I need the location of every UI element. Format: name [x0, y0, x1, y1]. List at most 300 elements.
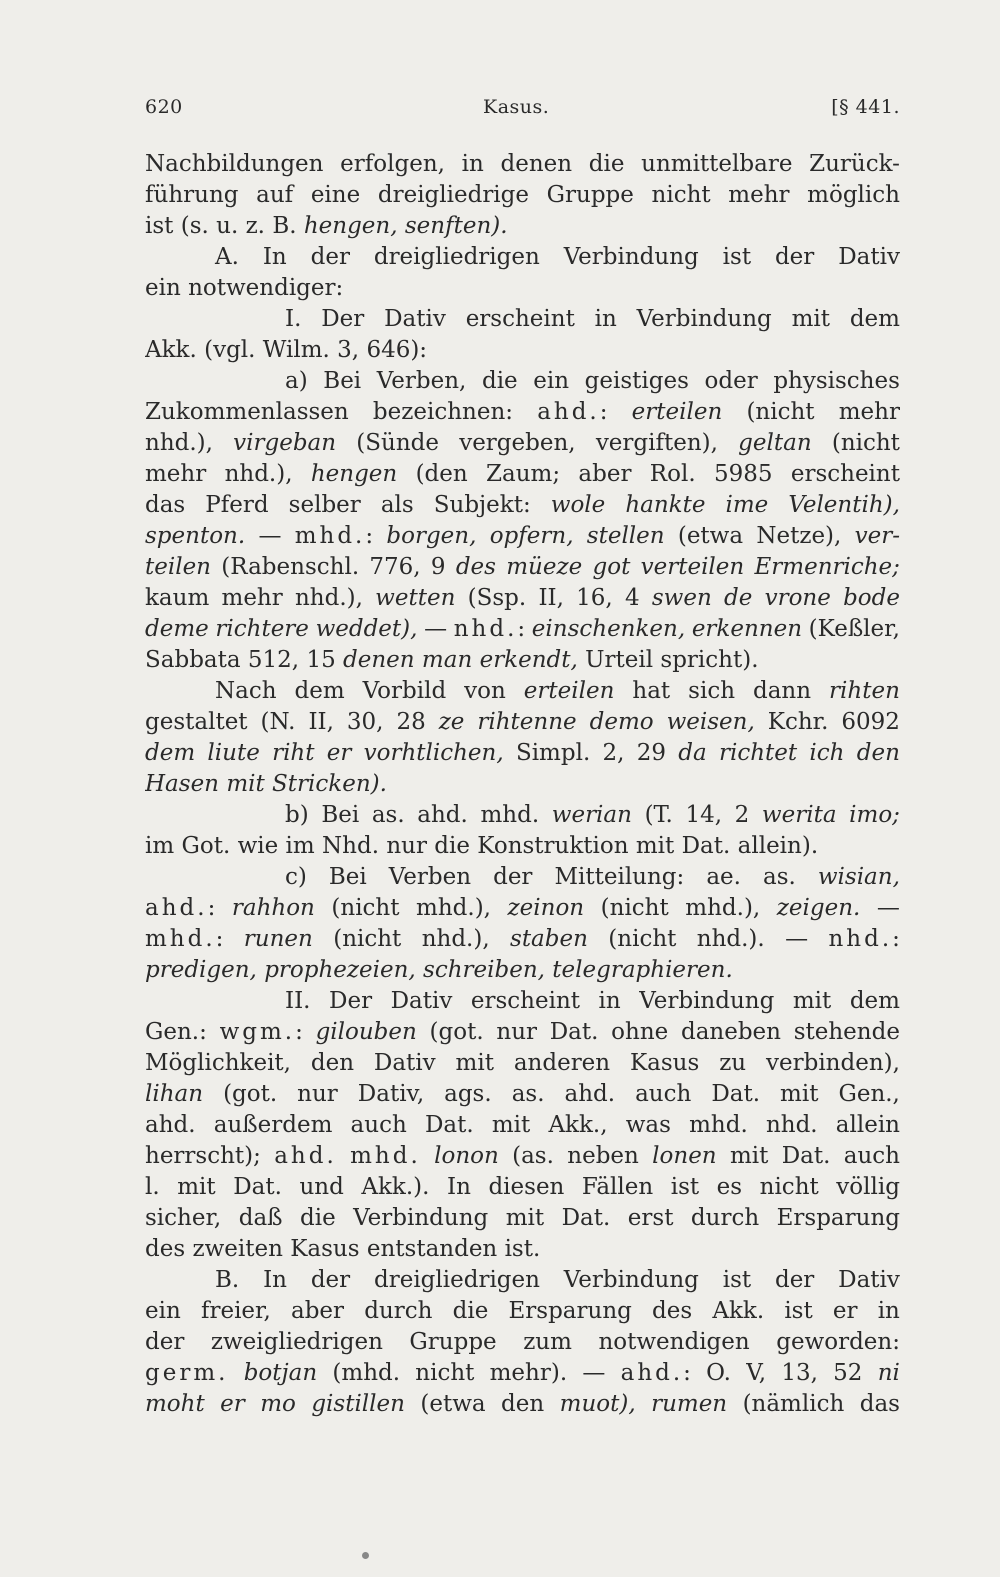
word: mit	[792, 988, 832, 1014]
word: gistillen	[311, 1391, 405, 1417]
word: von	[464, 678, 506, 704]
word: 29	[636, 740, 667, 766]
word: neben	[567, 1143, 639, 1169]
text-line	[145, 459, 900, 490]
word: es	[716, 1174, 743, 1200]
word: ich	[809, 740, 845, 766]
word: (N.	[260, 709, 296, 735]
word: in	[877, 1298, 900, 1324]
word: (nämlich	[742, 1391, 845, 1417]
word: mhd.),	[685, 895, 761, 921]
word: 14,	[685, 802, 723, 828]
word: 9	[430, 554, 446, 580]
word: notwendiger:	[188, 275, 344, 301]
word: mhd.:	[294, 523, 374, 549]
word: den	[310, 1050, 355, 1076]
word: aber	[578, 461, 632, 487]
text-line	[145, 1389, 900, 1420]
word: dreigliedrige	[377, 182, 529, 208]
word: (den	[415, 461, 468, 487]
word: erscheint	[470, 988, 581, 1014]
word: das	[145, 492, 186, 518]
word: die	[588, 151, 625, 177]
word: 30,	[346, 709, 384, 735]
word: 15	[306, 647, 336, 673]
word: 6092	[841, 709, 900, 735]
word: nhd.),	[294, 585, 363, 611]
word: wie	[237, 833, 279, 859]
word: der	[774, 1267, 815, 1293]
word: vorhtlichen,	[363, 740, 504, 766]
word: Nachbildungen	[145, 151, 324, 177]
word: B.	[215, 1267, 240, 1293]
word: nhd.:	[453, 616, 526, 642]
word: 776,	[369, 554, 421, 580]
word: erscheint	[465, 306, 575, 332]
word: mehr	[838, 399, 900, 425]
word: wgm.:	[219, 1019, 303, 1045]
word: Gen.:	[145, 1019, 207, 1045]
word: Dat.	[561, 1205, 611, 1231]
word: I.	[285, 306, 302, 332]
word: richtere	[215, 616, 309, 642]
word: Pferd	[205, 492, 269, 518]
word: moht	[145, 1391, 205, 1417]
word: ime	[725, 492, 769, 518]
body-text	[145, 149, 900, 1420]
text-line	[145, 1327, 900, 1358]
word: Verbindung	[563, 1267, 699, 1293]
word: nhd.).	[696, 926, 765, 952]
word: Fällen	[581, 1174, 654, 1200]
word: (Ssp.	[467, 585, 527, 611]
word: Verbindung	[353, 1205, 489, 1231]
word: b)	[285, 802, 309, 828]
word: wisian,	[817, 864, 900, 890]
word: bezeichnen:	[372, 399, 514, 425]
word: prophezeien,	[264, 957, 416, 983]
word: (T.	[644, 802, 673, 828]
word: c)	[285, 864, 307, 890]
text-line	[145, 645, 900, 676]
word: geltan	[738, 430, 812, 456]
word: (Keßler,	[808, 616, 900, 642]
word: runen	[243, 926, 313, 952]
word: (got.	[223, 1081, 278, 1107]
word: im	[285, 833, 315, 859]
word: (nicht	[746, 399, 815, 425]
word: (etwa	[420, 1391, 486, 1417]
word: bode	[843, 585, 900, 611]
word: möglich	[807, 182, 900, 208]
word: denen	[500, 151, 573, 177]
word: das	[859, 1391, 900, 1417]
word: 3,	[337, 337, 360, 363]
word: ist.	[504, 1236, 541, 1262]
word: mit	[177, 1174, 216, 1200]
word: Verben	[388, 864, 472, 890]
word: (as.	[512, 1143, 554, 1169]
word: 28	[396, 709, 426, 735]
word: —	[876, 895, 900, 921]
word: ist	[145, 213, 174, 239]
word: er	[326, 740, 352, 766]
text-line	[145, 614, 900, 645]
word: riht	[272, 740, 315, 766]
word: zeinon	[507, 895, 585, 921]
word: Rol.	[649, 461, 696, 487]
word: got	[592, 554, 631, 580]
word: im	[145, 833, 175, 859]
word: der	[145, 1329, 185, 1355]
word: Dat.	[711, 1081, 761, 1107]
word: mehr	[221, 585, 283, 611]
word: II.	[285, 988, 311, 1014]
word: zeigen.	[776, 895, 861, 921]
text-line	[145, 149, 900, 180]
word: anderen	[513, 1050, 611, 1076]
word: auch	[350, 1112, 407, 1138]
page-header	[145, 96, 900, 126]
word: eine	[310, 182, 361, 208]
word: den	[856, 740, 900, 766]
word: oder	[704, 368, 758, 394]
word: erkendt,	[479, 647, 578, 673]
word: Simpl.	[515, 740, 591, 766]
word: Dativ	[838, 244, 900, 270]
word: demo	[589, 709, 654, 735]
word: Möglichkeit,	[145, 1050, 291, 1076]
word: Ersparung	[776, 1205, 900, 1231]
word: auch	[635, 1081, 692, 1107]
text-line	[145, 1358, 900, 1389]
word: a)	[285, 368, 308, 394]
text-line	[145, 1048, 900, 1079]
word: müeze	[506, 554, 583, 580]
text-line	[145, 1234, 900, 1265]
word: stellen	[586, 523, 665, 549]
word: notwendigen	[598, 1329, 750, 1355]
word: A.	[215, 244, 239, 270]
word: rumen	[651, 1391, 728, 1417]
word: diesen	[488, 1174, 565, 1200]
word: Nhd.	[322, 833, 380, 859]
word: nhd.),	[421, 926, 490, 952]
word: de	[724, 585, 753, 611]
text-line	[145, 335, 900, 366]
word: B.	[272, 213, 297, 239]
word: Verbindung	[636, 306, 772, 332]
word: kaum	[145, 585, 210, 611]
text-line	[145, 1296, 900, 1327]
word: telegraphieren.	[552, 957, 733, 983]
word: dem	[294, 678, 345, 704]
word: hankte	[625, 492, 706, 518]
word: u.	[216, 213, 239, 239]
word: (nicht	[831, 430, 900, 456]
word: durch	[364, 1298, 433, 1324]
word: predigen,	[145, 957, 257, 983]
word: werita	[761, 802, 837, 828]
word: ohne	[611, 1019, 669, 1045]
word: Got.	[181, 833, 231, 859]
word: erst	[627, 1205, 674, 1231]
word: Zaum;	[486, 461, 561, 487]
word: botjan	[243, 1360, 318, 1386]
word: Bei	[323, 368, 362, 394]
word: dreigliedrigen	[374, 1267, 540, 1293]
word: nhd.	[765, 1112, 818, 1138]
word: Verben,	[376, 368, 467, 394]
word: entstanden	[366, 1236, 498, 1262]
word: Gruppe	[546, 182, 634, 208]
word: senften).	[404, 213, 508, 239]
word: Konstruktion	[477, 833, 629, 859]
text-line	[145, 1141, 900, 1172]
word: sich	[688, 678, 736, 704]
text-line	[145, 521, 900, 552]
word: ist	[722, 1267, 752, 1293]
word: wole	[550, 492, 606, 518]
word: liute	[207, 740, 260, 766]
word: mit	[455, 1050, 494, 1076]
word: hat	[632, 678, 671, 704]
word: geistiges	[584, 368, 689, 394]
text-line	[145, 366, 900, 397]
text-line	[145, 304, 900, 335]
text-line	[145, 955, 900, 986]
text-line	[145, 676, 900, 707]
word: z.	[245, 213, 265, 239]
word: ahd.	[274, 1143, 337, 1169]
word: nicht	[415, 1360, 475, 1386]
word: Kasus	[290, 1236, 360, 1262]
word: (got.	[429, 1019, 484, 1045]
word: mit	[729, 1143, 769, 1169]
word: ahd.	[417, 802, 468, 828]
word: durch	[690, 1205, 760, 1231]
word: außerdem	[213, 1112, 333, 1138]
word: allein).	[737, 833, 819, 859]
word: der	[774, 244, 815, 270]
word: nur	[386, 833, 427, 859]
word: mhd.),	[416, 895, 491, 921]
word: dem	[849, 988, 900, 1014]
word: Dat.	[233, 1174, 282, 1200]
word: ahd.	[145, 1112, 196, 1138]
word: zweiten	[192, 1236, 283, 1262]
word: mehr	[145, 461, 207, 487]
word: in	[598, 988, 621, 1014]
word: verbinden),	[766, 1050, 900, 1076]
word: spenton.	[145, 523, 246, 549]
word: (Sünde	[356, 430, 439, 456]
word: erscheint	[790, 461, 900, 487]
word: mhd.:	[145, 926, 224, 952]
word: Wilm.	[262, 337, 330, 363]
word: dem	[849, 306, 900, 332]
text-line	[145, 1017, 900, 1048]
word: Dat.	[681, 833, 731, 859]
section-marker: [§ 441.	[831, 96, 900, 118]
word: rihtenne	[477, 709, 577, 735]
text-line	[145, 211, 900, 242]
word: Mitteilung:	[554, 864, 685, 890]
word: werian	[551, 802, 632, 828]
word: 646):	[366, 337, 428, 363]
word: Ersparung	[508, 1298, 632, 1324]
word: vergiften),	[595, 430, 718, 456]
word: (nicht	[600, 895, 669, 921]
word: auch	[843, 1143, 900, 1169]
word: mo	[260, 1391, 296, 1417]
word: mit	[780, 1081, 819, 1107]
word: denen	[343, 647, 415, 673]
word: mehr).	[489, 1360, 568, 1386]
word: virgeban	[233, 430, 337, 456]
word: nur	[297, 1081, 338, 1107]
word: Vorbild	[362, 678, 447, 704]
word: (Rabenschl.	[221, 554, 360, 580]
word: Dativ	[373, 1050, 436, 1076]
word: mhd.	[350, 1143, 421, 1169]
word: Subjekt:	[433, 492, 531, 518]
text-line	[145, 1172, 900, 1203]
word: teilen	[145, 554, 211, 580]
text-line	[145, 552, 900, 583]
word: er	[832, 1298, 858, 1324]
word: staben	[510, 926, 588, 952]
word: erkennen	[691, 616, 803, 642]
word: mehr	[728, 182, 790, 208]
word: ver-	[854, 523, 900, 549]
word: der	[493, 864, 533, 890]
word: mit	[491, 1112, 531, 1138]
word: Dativ	[390, 988, 453, 1014]
word: Akk.).	[361, 1174, 430, 1200]
word: In	[447, 1174, 471, 1200]
word: (mhd.	[332, 1360, 401, 1386]
text-line	[145, 1265, 900, 1296]
word: ze	[438, 709, 465, 735]
word: l.	[145, 1174, 160, 1200]
word: —	[424, 616, 448, 642]
word: hengen,	[303, 213, 398, 239]
word: in	[594, 306, 617, 332]
word: 16,	[576, 585, 613, 611]
word: einschenken,	[531, 616, 686, 642]
word: schreiben,	[423, 957, 545, 983]
word: aber	[291, 1298, 345, 1324]
word: lonen	[652, 1143, 717, 1169]
word: as.	[371, 802, 405, 828]
word: deme	[145, 616, 209, 642]
word: —	[582, 1360, 606, 1386]
running-title: Kasus.	[483, 96, 550, 118]
text-line	[145, 242, 900, 273]
word: 2,	[602, 740, 625, 766]
word: as.	[763, 864, 796, 890]
word: mhd.	[480, 802, 540, 828]
word: weddet),	[315, 616, 418, 642]
word: und	[299, 1174, 344, 1200]
word: ein	[145, 275, 181, 301]
word: Der	[329, 988, 373, 1014]
word: II,	[538, 585, 564, 611]
text-line	[145, 1203, 900, 1234]
word: dreigliedrigen	[373, 244, 540, 270]
word: man	[421, 647, 473, 673]
word: Kchr.	[767, 709, 829, 735]
word: rahhon	[231, 895, 315, 921]
word: Bei	[321, 802, 360, 828]
word: —	[258, 523, 282, 549]
word: ae.	[706, 864, 741, 890]
word: des	[652, 1298, 693, 1324]
text-line	[145, 769, 900, 800]
word: erteilen	[523, 678, 615, 704]
word: führung	[145, 182, 239, 208]
word: auf	[256, 182, 294, 208]
word: des	[455, 554, 496, 580]
word: nur	[496, 1019, 537, 1045]
word: imo;	[849, 802, 900, 828]
word: ahd.	[564, 1081, 616, 1107]
text-line	[145, 862, 900, 893]
word: ahd.:	[145, 895, 216, 921]
word: muot),	[559, 1391, 636, 1417]
word: den	[501, 1391, 545, 1417]
word: was	[625, 1112, 671, 1138]
word: in	[461, 151, 484, 177]
text-line	[145, 180, 900, 211]
word: Dat.	[781, 1143, 831, 1169]
text-line	[145, 707, 900, 738]
text-line	[145, 1110, 900, 1141]
word: Der	[321, 306, 365, 332]
word: ags.	[444, 1081, 492, 1107]
word: borgen,	[386, 523, 477, 549]
word: völlig	[836, 1174, 900, 1200]
word: richtet	[718, 740, 798, 766]
word: Kasus	[629, 1050, 700, 1076]
word: stehende	[793, 1019, 900, 1045]
word: lihan	[145, 1081, 204, 1107]
word: da	[678, 740, 707, 766]
text-line	[145, 738, 900, 769]
word: Gruppe	[409, 1329, 497, 1355]
word: als	[380, 492, 414, 518]
word: sicher,	[145, 1205, 222, 1231]
word: vrone	[764, 585, 831, 611]
word: hengen	[310, 461, 398, 487]
word: In	[263, 1267, 287, 1293]
word: Dat.	[549, 1019, 599, 1045]
word: II,	[308, 709, 334, 735]
word: lonon	[434, 1143, 499, 1169]
word: 4	[624, 585, 640, 611]
word: dem	[145, 740, 196, 766]
page-number: 620	[145, 96, 183, 118]
word: nhd.),	[145, 430, 213, 456]
word: selber	[288, 492, 361, 518]
word: der	[310, 244, 350, 270]
word: mhd.	[689, 1112, 748, 1138]
word: Akk.	[145, 337, 197, 363]
word: Dativ	[838, 1267, 900, 1293]
print-speck	[362, 1552, 369, 1559]
word: (vgl.	[204, 337, 256, 363]
